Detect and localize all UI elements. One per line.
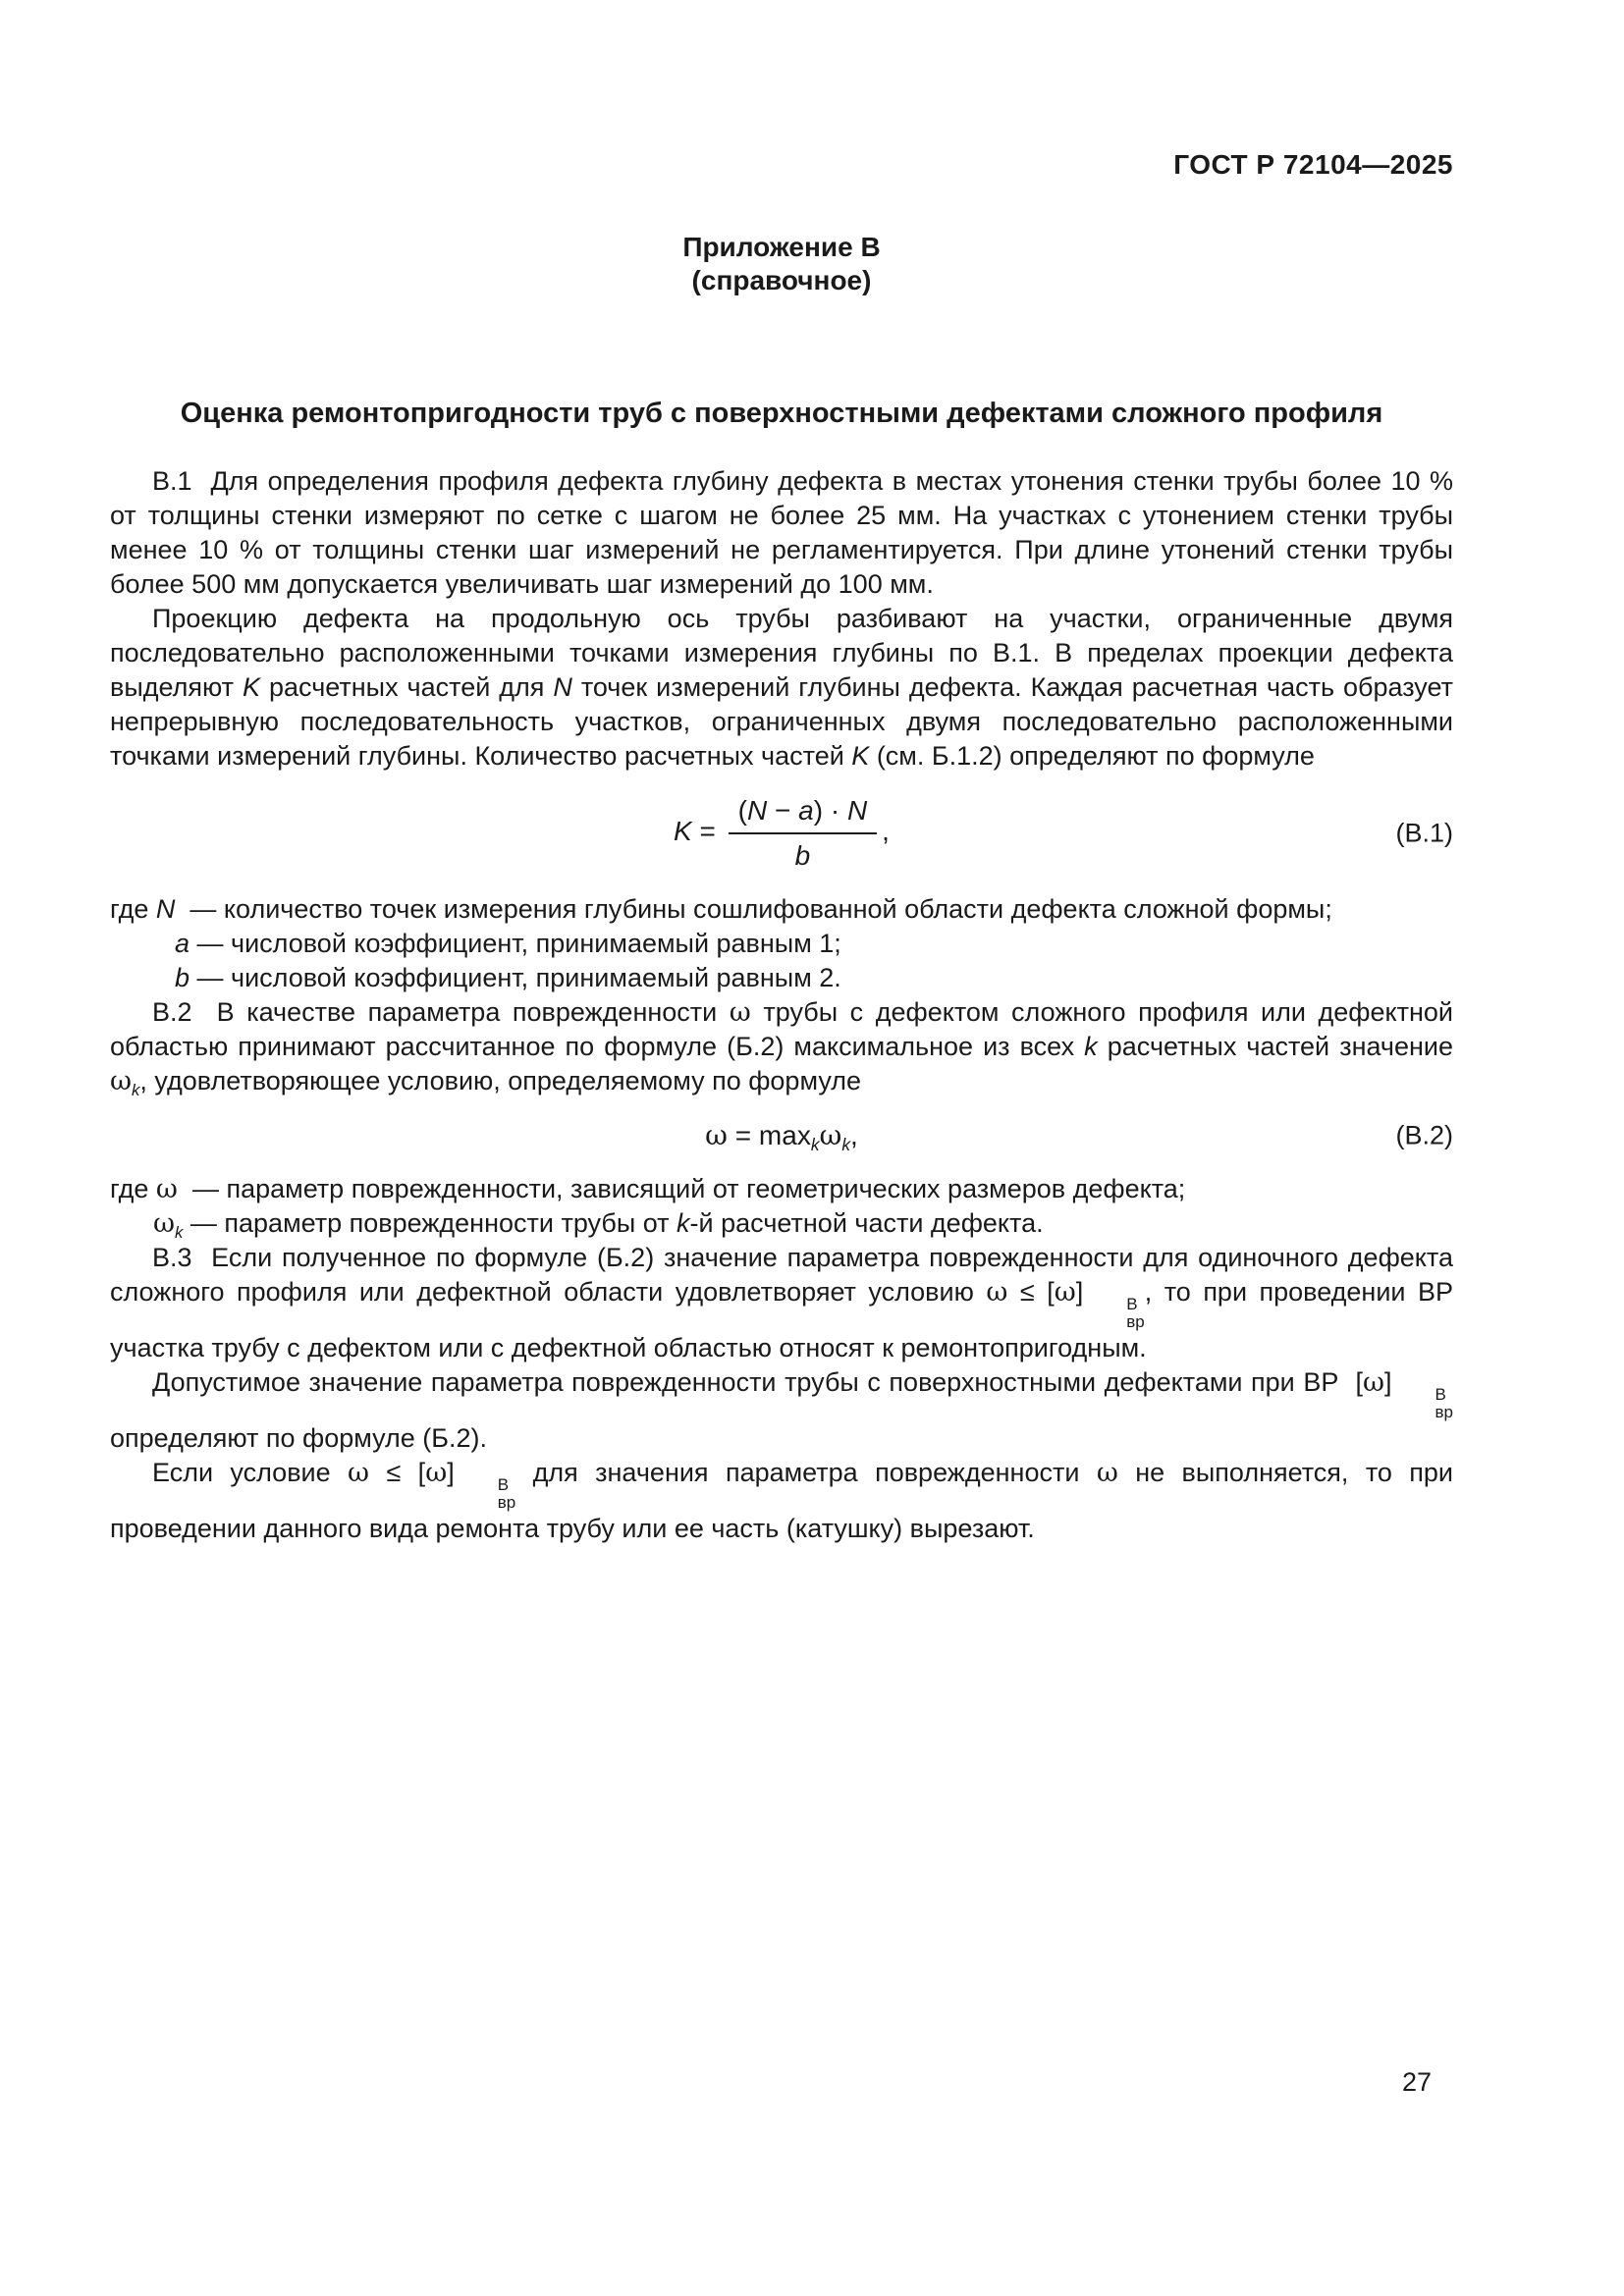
where-item-omega-k: $\omega_k$ — параметр поврежденности трубы от k-й расчетной части дефекта. <box>153 1208 1044 1242</box>
formula-b1-label: (В.1) <box>1395 818 1453 847</box>
paragraph-b3-2: Допустимое значение параметра поврежденности трубы с поверхностными дефектами при ВР [ω] В вр определяют по формуле (Б.2). <box>110 1367 1453 1454</box>
formula-b2 <box>110 1118 1453 1155</box>
paragraph-b1-1: В.1 Для определения профиля дефекта глубину дефекта в местах утонения стенки трубы более 10 % от толщины стенки измеряют по сетке с шагом не более 25 мм. На участках с утонением стенки трубы менее 10 % от толщины стенки шаг измерений не регламентируется. При длине утонений стенки трубы более 500 мм допускается увеличивать шаг измерений до 100 мм. <box>110 466 1453 599</box>
formula-b2-label: (В.2) <box>1395 1120 1453 1149</box>
section-title: Оценка ремонтопригодности труб с поверхностными дефектами сложного профиля <box>180 398 1383 429</box>
where-item-omega: где ω — параметр поврежденности, зависящий от геометрических размеров дефекта; <box>110 1174 1186 1204</box>
formula-b2-expression: $\omega = \max_k\omega_k$, <box>705 1119 858 1155</box>
document-header: ГОСТ Р 72104—2025 <box>1173 149 1453 180</box>
paragraph-b3-1: В.3 Если полученное по формуле (Б.2) значение параметра поврежденности для одиночного дефекта сложного профиля или дефектной области удовлетворяет условию ω ≤ [ω] В вр , то при проведении ВР участка трубу с дефектом или с дефектной областью относят к ремонтопригодным. <box>110 1243 1453 1363</box>
formula-b1 <box>110 793 1453 873</box>
where-list-b1 <box>110 892 1453 995</box>
paragraph-b1-2: Проекцию дефекта на продольную ось трубы разбивают на участки, ограниченные двумя последовательно расположенными точками измерения глубины по В.1. В пределах проекции дефекта выделяют K расчетных частей для N точек измерений глубины дефекта. Каждая расчетная часть образует непрерывную последовательность участков, ограниченных двумя последовательно расположенными точками измерений глубины. Количество расчетных частей K (см. Б.1.2) определяют по формуле <box>110 604 1453 771</box>
formula-b1-expression: K = $\frac{(N - a) \cdot N}{b}$ , <box>674 795 890 871</box>
appendix-heading <box>110 231 1453 297</box>
appendix-kind: (справочное) <box>691 265 872 295</box>
page-number: 27 <box>1401 2067 1432 2097</box>
where-item-n: где N — количество точек измерения глубины сошлифованной области дефекта сложной формы; <box>110 894 1332 924</box>
where-item-a: a — числовой коэффициент, принимаемый равным 1; <box>175 929 841 958</box>
paragraph-b3-3: Если условие ω ≤ [ω] В вр для значения параметра поврежденности ω не выполняется, то при проведении данного вида ремонта трубу или ее часть (катушку) вырезают. <box>110 1458 1454 1544</box>
where-list-b2 <box>110 1172 1453 1241</box>
where-item-b: b — числовой коэффициент, принимаемый равным 2. <box>175 963 841 992</box>
document-content <box>110 0 1453 1546</box>
paragraph-b2: В.2 В качестве параметра поврежденности ω трубы с дефектом сложного профиля или дефектной областью принимают рассчитанное по формуле (Б.2) максимальное из всех k расчетных частей значение $\omega_k$, удовлетворяющее условию, определяемому по формуле <box>110 997 1454 1099</box>
appendix-label: Приложение В <box>682 232 881 262</box>
